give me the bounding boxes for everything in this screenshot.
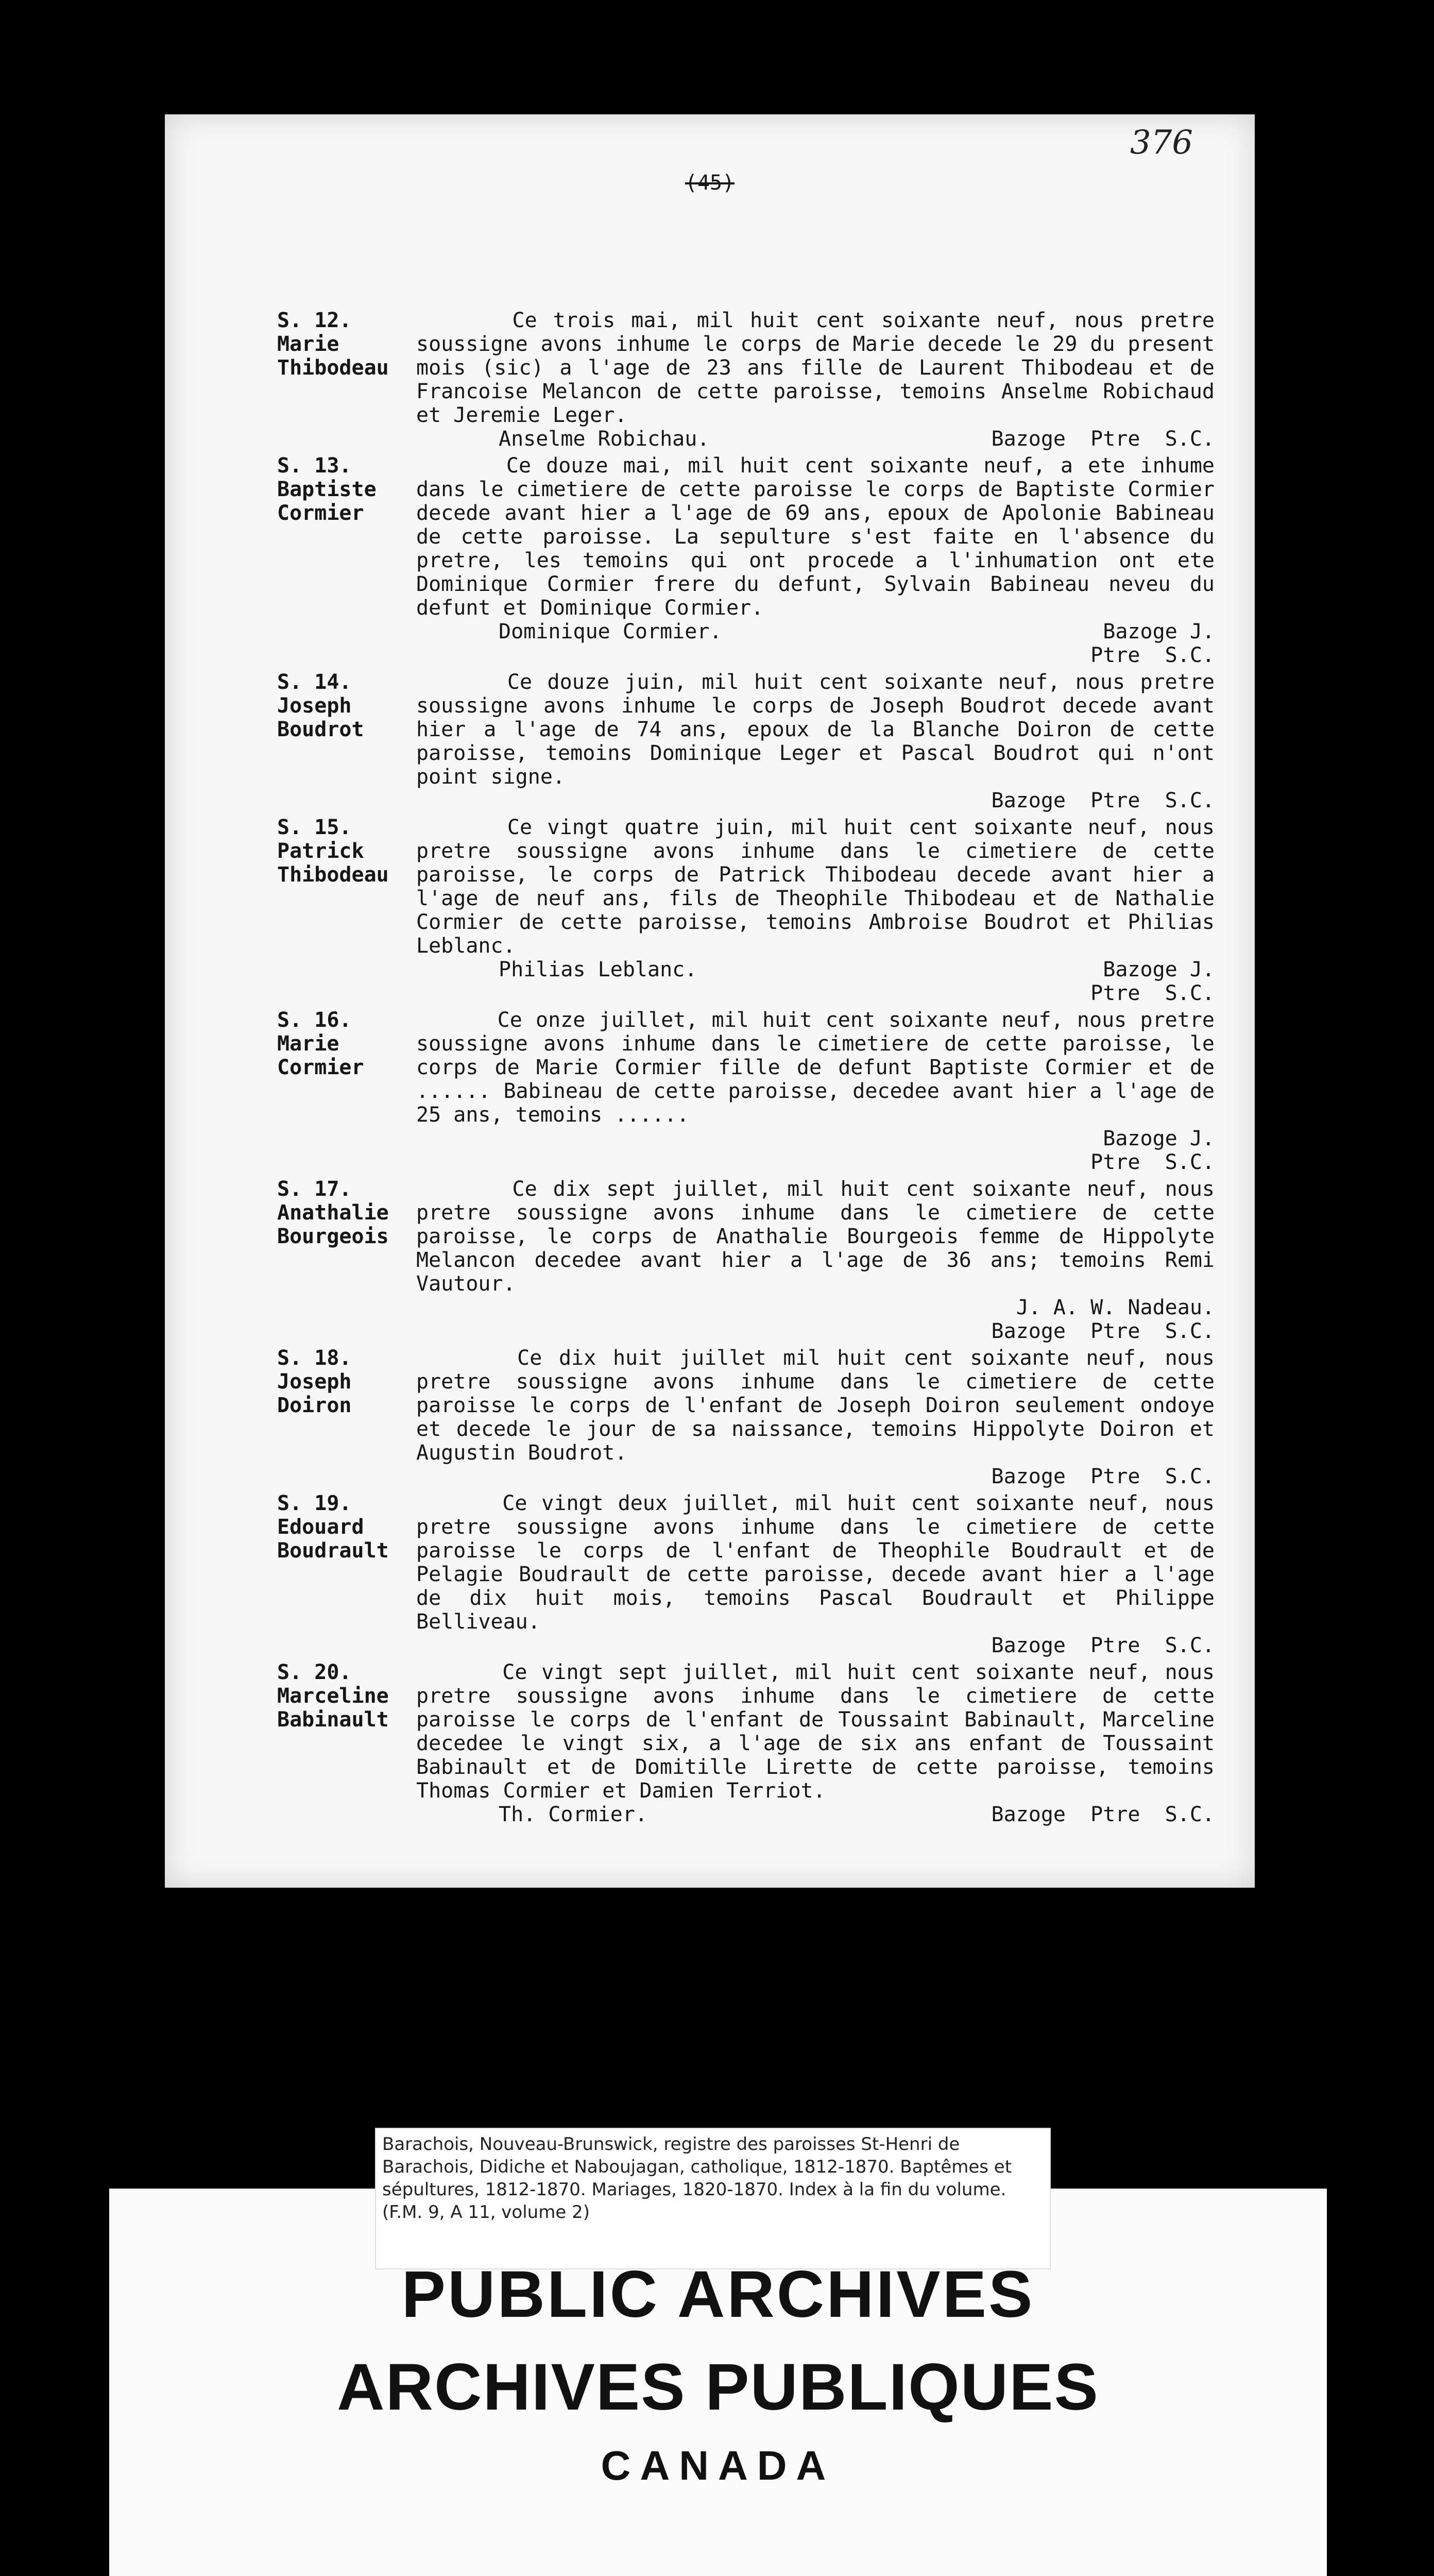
record-text: Ce douze juin, mil huit cent soixante neuf, nous pretre soussigne avons inhume le corps de Joseph Boudrot decede avant hier a l'age de 74 ans, epoux de la Blanche Doiron de cette paroisse, temoins Dominique Leger et Pascal Boudrot qui n'ont point signe. xyxy=(416,670,1227,789)
folio-number: 376 xyxy=(1130,124,1193,162)
priest-signature: Bazoge Ptre S.C. xyxy=(991,1803,1215,1826)
record-signatures xyxy=(416,958,1215,1005)
burial-record xyxy=(277,1008,1227,1174)
priest-signature: Bazoge Ptre S.C. xyxy=(991,1634,1215,1657)
priest-signature: Bazoge Ptre S.C. xyxy=(991,427,1215,451)
record-signatures xyxy=(416,427,1215,451)
record-heading xyxy=(277,309,411,380)
burial-record xyxy=(277,816,1227,1005)
burial-records xyxy=(277,309,1227,1829)
record-signatures xyxy=(416,1127,1215,1174)
record-signatures xyxy=(416,1465,1215,1488)
witness-signature: Dominique Cormier. xyxy=(499,620,722,643)
priest-signature: Bazoge Ptre S.C. xyxy=(991,789,1215,812)
burial-record xyxy=(277,1177,1227,1343)
record-signatures xyxy=(416,789,1215,812)
burial-record xyxy=(277,454,1227,667)
record-text: Ce vingt sept juillet, mil huit cent soixante neuf, nous pretre soussigne avons inhume dans le cimetiere de cette paroisse le corps de l'enfant de Toussaint Babinault, Marceline decedee le vingt six, a l'age de six ans enfant de Toussaint Babinault et de Domitille Lirette de cette paroisse, temoins Thomas Cormier et Damien Terriot. xyxy=(416,1660,1227,1803)
burial-record xyxy=(277,309,1227,451)
stamp-archives-publiques: ARCHIVES PUBLIQUES xyxy=(337,2350,1099,2424)
record-signatures xyxy=(416,1296,1215,1343)
original-page-number: (45) xyxy=(685,171,735,195)
record-number: S. 12. xyxy=(277,309,352,332)
record-signatures xyxy=(416,1803,1215,1826)
witness-signature xyxy=(416,1127,499,1174)
record-heading xyxy=(277,816,411,887)
catalog-label: Barachois, Nouveau-Brunswick, registre des paroisses St-Henri de Barachois, Didiche et Naboujagan, catholique, 1812-1870. Baptêmes et sépultures, 1812-1870. Mariages, 1820-1870. Index à la fin du volume. (F.M. 9, A 11, volume 2) xyxy=(375,2128,1051,2269)
witness-signature: Th. Cormier. xyxy=(499,1803,647,1826)
record-deceased-name: Edouard Boudrault xyxy=(277,1515,389,1563)
record-text: Ce vingt quatre juin, mil huit cent soixante neuf, nous pretre soussigne avons inhume dans le cimetiere de cette paroisse, le corps de Patrick Thibodeau decede avant hier a l'age de neuf ans, fils de Theophile Thibodeau et de Nathalie Cormier de cette paroisse, temoins Ambroise Boudrot et Philias Leblanc. xyxy=(416,816,1227,958)
priest-signature: Bazoge J. Ptre S.C. xyxy=(1090,620,1215,667)
priest-signature: Bazoge Ptre S.C. xyxy=(991,1465,1215,1488)
record-heading xyxy=(277,1660,411,1732)
record-number: S. 14. xyxy=(277,670,352,694)
record-heading xyxy=(277,1008,411,1079)
witness-signature: Anselme Robichau. xyxy=(499,427,710,451)
burial-record xyxy=(277,1492,1227,1657)
record-deceased-name: Baptiste Cormier xyxy=(277,478,377,525)
witness-signature xyxy=(416,1465,499,1488)
witness-signature xyxy=(416,1634,499,1657)
record-number: S. 18. xyxy=(277,1346,352,1370)
record-text: Ce vingt deux juillet, mil huit cent soixante neuf, nous pretre soussigne avons inhume dans le cimetiere de cette paroisse le corps de l'enfant de Theophile Boudrault et de Pelagie Boudrault de cette paroisse, decede avant hier a l'age de dix huit mois, temoins Pascal Boudrault et Philippe Belliveau. xyxy=(416,1492,1227,1634)
priest-signature: J. A. W. Nadeau. Bazoge Ptre S.C. xyxy=(991,1296,1215,1343)
stamp-public-archives: PUBLIC ARCHIVES xyxy=(401,2258,1035,2331)
record-heading xyxy=(277,1492,411,1563)
record-signatures xyxy=(416,620,1215,667)
record-number: S. 13. xyxy=(277,454,352,478)
record-signatures xyxy=(416,1634,1215,1657)
record-number: S. 20. xyxy=(277,1660,352,1684)
record-heading xyxy=(277,454,411,525)
witness-signature xyxy=(416,789,499,812)
priest-signature: Bazoge J. Ptre S.C. xyxy=(1090,1127,1215,1174)
witness-signature xyxy=(416,1296,499,1343)
record-deceased-name: Marceline Babinault xyxy=(277,1684,389,1732)
priest-signature: Bazoge J. Ptre S.C. xyxy=(1090,958,1215,1005)
record-number: S. 15. xyxy=(277,816,352,839)
record-heading xyxy=(277,1177,411,1248)
stamp-canada: CANADA xyxy=(601,2443,835,2488)
record-text: Ce dix huit juillet mil huit cent soixante neuf, nous pretre soussigne avons inhume dans le cimetiere de cette paroisse le corps de l'enfant de Joseph Doiron seulement ondoye et decede le jour de sa naissance, temoins Hippolyte Doiron et Augustin Boudrot. xyxy=(416,1346,1227,1465)
record-text: Ce douze mai, mil huit cent soixante neuf, a ete inhume dans le cimetiere de cette paroisse le corps de Baptiste Cormier decede avant hier a l'age de 69 ans, epoux de Apolonie Babineau de cette paroisse. La sepulture s'est faite en l'absence du pretre, les temoins qui ont procede a l'inhumation ont ete Dominique Cormier frere du defunt, Sylvain Babineau neveu du defunt et Dominique Cormier. xyxy=(416,454,1227,620)
record-number: S. 17. xyxy=(277,1177,352,1201)
record-deceased-name: Anathalie Bourgeois xyxy=(277,1201,389,1248)
record-deceased-name: Marie Cormier xyxy=(277,1032,364,1079)
record-number: S. 16. xyxy=(277,1008,352,1032)
burial-record xyxy=(277,1660,1227,1826)
record-deceased-name: Patrick Thibodeau xyxy=(277,839,389,887)
record-heading xyxy=(277,670,411,741)
record-deceased-name: Joseph Doiron xyxy=(277,1370,352,1417)
record-deceased-name: Marie Thibodeau xyxy=(277,332,389,380)
record-number: S. 19. xyxy=(277,1492,352,1515)
record-heading xyxy=(277,1346,411,1417)
record-deceased-name: Joseph Boudrot xyxy=(277,694,364,741)
witness-signature: Philias Leblanc. xyxy=(499,958,697,981)
record-text: Ce dix sept juillet, mil huit cent soixante neuf, nous pretre soussigne avons inhume dans le cimetiere de cette paroisse, le corps de Anathalie Bourgeois femme de Hippolyte Melancon decedee avant hier a l'age de 36 ans; temoins Remi Vautour. xyxy=(416,1177,1227,1296)
burial-record xyxy=(277,670,1227,812)
burial-record xyxy=(277,1346,1227,1488)
record-text: Ce trois mai, mil huit cent soixante neuf, nous pretre soussigne avons inhume le corps de Marie decede le 29 du present mois (sic) a l'age de 23 ans fille de Laurent Thibodeau et de Francoise Melancon de cette paroisse, temoins Anselme Robichaud et Jeremie Leger. xyxy=(416,309,1227,427)
register-page xyxy=(165,114,1255,1888)
record-text: Ce onze juillet, mil huit cent soixante neuf, nous pretre soussigne avons inhume dans le cimetiere de cette paroisse, le corps de Marie Cormier fille de defunt Baptiste Cormier et de ...... Babineau de cette paroisse, decedee avant hier a l'age de 25 ans, temoins ...... xyxy=(416,1008,1227,1127)
